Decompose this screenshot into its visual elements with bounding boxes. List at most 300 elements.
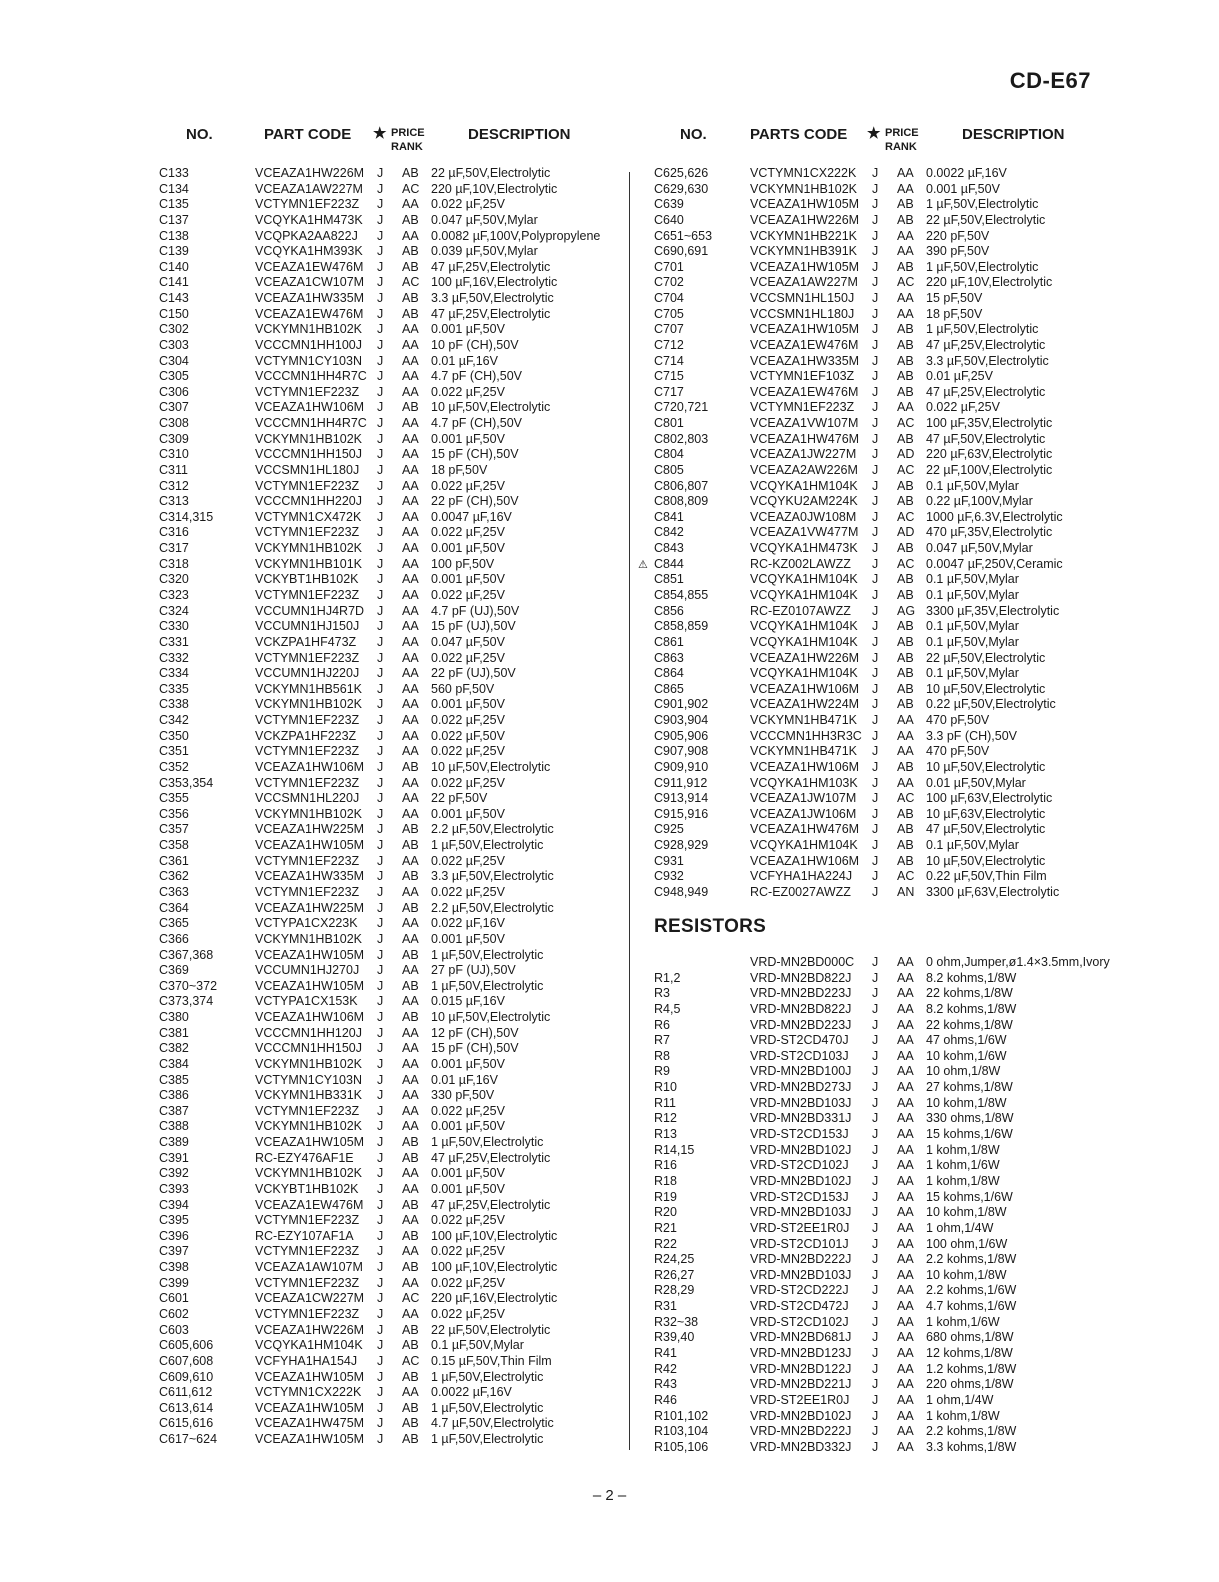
part-j: J (872, 1346, 879, 1360)
price-rank: AA (402, 853, 419, 868)
part-j: J (872, 1001, 879, 1016)
part-j: J (377, 322, 384, 337)
part-no: C717 (654, 384, 684, 399)
part-j: J (872, 228, 879, 243)
part-j: J (377, 212, 384, 227)
part-j: J (377, 1041, 384, 1056)
part-no: C808,809 (654, 494, 709, 509)
part-j: J (872, 197, 879, 212)
part-description: 22 µF,50V,Electrolytic (926, 650, 1046, 665)
part-j: J (872, 478, 879, 493)
part-no: R7 (654, 1033, 670, 1048)
part-no: C948,949 (654, 884, 709, 899)
part-no: C305 (159, 369, 189, 384)
price-rank: AA (402, 775, 419, 790)
price-rank: AA (402, 353, 419, 368)
part-description: 0.22 µF,50V,Thin Film (926, 869, 1047, 884)
part-j: J (377, 572, 384, 587)
part-description: 3.3 µF,50V,Electrolytic (431, 291, 554, 306)
part-no: C314,315 (159, 509, 214, 524)
part-no: R105,106 (654, 1439, 709, 1454)
part-no: C715 (654, 369, 684, 384)
part-code: VCEAZA1HW476M (750, 431, 860, 446)
part-description: 680 ohms,1/8W (926, 1330, 1014, 1345)
safety-warning-icon: ⚠ (638, 558, 648, 571)
price-rank: AB (897, 494, 914, 509)
price-rank: AA (897, 1424, 914, 1439)
price-rank: AB (402, 212, 419, 227)
part-no: C913,914 (654, 791, 709, 806)
part-code: VCEAZA1HW106M (255, 400, 365, 415)
part-j: J (377, 525, 384, 540)
part-code: VCTYPA1CX223K (255, 916, 358, 931)
price-rank: AA (402, 681, 419, 696)
part-no: C701 (654, 259, 684, 274)
part-j: J (377, 822, 384, 837)
part-description: 0.022 µF,25V (431, 1213, 505, 1228)
price-rank: AA (402, 1244, 419, 1259)
part-code: VCEAZA1VW477M (750, 525, 859, 540)
part-code: VCTYMN1EF223Z (255, 884, 360, 899)
price-rank: AA (897, 244, 914, 259)
part-code: VCTYMN1EF223Z (255, 744, 360, 759)
part-description: 10 kohm,1/8W (926, 1095, 1007, 1110)
price-rank: AA (897, 1330, 914, 1345)
part-no: R18 (654, 1173, 677, 1188)
price-rank: AA (897, 713, 914, 728)
price-rank: AA (402, 478, 419, 493)
part-description: 0.1 µF,50V,Mylar (926, 634, 1019, 649)
part-j: J (872, 822, 879, 837)
part-code: VCTYMN1EF223Z (255, 853, 360, 868)
part-j: J (872, 869, 879, 884)
part-no: R26,27 (654, 1267, 695, 1282)
part-j: J (377, 775, 384, 790)
part-j: J (377, 1119, 384, 1134)
part-code: VCTYPA1CX153K (255, 994, 358, 1009)
part-code: VCEAZA1HW105M (255, 978, 365, 993)
part-code: VRD-MN2BD123J (750, 1346, 852, 1360)
part-no: C861 (654, 634, 684, 649)
part-no: C602 (159, 1306, 189, 1321)
part-code: VCCUMN1HJ4R7D (255, 603, 365, 618)
part-description: 470 µF,35V,Electrolytic (926, 525, 1053, 540)
price-rank: AA (402, 416, 419, 431)
part-j: J (377, 1150, 384, 1165)
part-j: J (377, 1244, 384, 1259)
price-rank: AB (897, 588, 914, 602)
price-rank: AA (897, 728, 914, 743)
part-description: 10 µF,50V,Electrolytic (926, 681, 1046, 696)
part-description: 1 kohm,1/8W (926, 1408, 1000, 1423)
price-rank: AA (897, 1048, 914, 1063)
part-code: VCEAZA1EW476M (750, 337, 859, 352)
part-description: 1 µF,50V,Electrolytic (431, 1369, 544, 1384)
part-no: C397 (159, 1244, 189, 1259)
part-description: 3300 µF,63V,Electrolytic (926, 884, 1060, 899)
price-rank: AA (402, 541, 419, 556)
part-j: J (377, 838, 384, 853)
price-rank: AC (897, 556, 915, 571)
part-code: VRD-ST2CD153J (750, 1127, 849, 1142)
part-j: J (377, 447, 384, 462)
part-code: VRD-MN2BD222J (750, 1424, 852, 1439)
part-description: 0.0082 µF,100V,Polypropylene (431, 228, 601, 243)
part-description: 330 pF,50V (431, 1088, 495, 1103)
part-no: R14,15 (654, 1142, 695, 1157)
part-code: VCTYMN1EF223Z (255, 1103, 360, 1118)
header-no: NO. (186, 126, 213, 143)
price-rank: AA (402, 1166, 419, 1181)
part-code: VCQYKA1HM104K (750, 666, 858, 681)
price-rank: AA (897, 1111, 914, 1126)
part-code: VRD-ST2CD153J (750, 1189, 849, 1204)
price-rank: AA (897, 291, 914, 306)
part-j: J (377, 1166, 384, 1181)
price-rank: AB (897, 853, 914, 868)
part-j: J (872, 1283, 879, 1298)
price-rank: AA (897, 1205, 914, 1220)
part-description: 470 pF,50V (926, 744, 990, 759)
price-rank: AA (402, 1306, 419, 1321)
part-j: J (377, 1103, 384, 1118)
part-description: 1 µF,50V,Electrolytic (926, 197, 1039, 212)
price-rank: AB (402, 869, 419, 884)
part-code: VCEAZA1HW226M (750, 212, 860, 227)
part-j: J (872, 1158, 879, 1173)
price-rank: AB (897, 353, 914, 368)
part-no: C389 (159, 1135, 189, 1150)
part-no: C609,610 (159, 1369, 214, 1384)
part-description: 0.1 µF,50V,Mylar (926, 666, 1019, 681)
price-rank: AA (402, 572, 419, 587)
price-rank: AA (897, 400, 914, 415)
part-code: VRD-MN2BD332J (750, 1439, 852, 1454)
part-description: 0.001 µF,50V (926, 181, 1000, 196)
part-j: J (377, 1369, 384, 1384)
part-code: VCEAZA1HW105M (255, 838, 365, 853)
price-rank: AC (897, 791, 915, 806)
price-rank: AG (897, 603, 916, 618)
part-description: 0.001 µF,50V (431, 572, 505, 587)
part-description: 47 µF,25V,Electrolytic (926, 337, 1046, 352)
part-description: 0.022 µF,25V (431, 197, 505, 212)
part-description: 22 µF,100V,Electrolytic (926, 462, 1053, 477)
part-description: 0.0022 µF,16V (926, 166, 1007, 180)
part-description: 0.022 µF,25V (431, 650, 505, 665)
part-no: R11 (654, 1095, 677, 1110)
price-rank: AA (897, 228, 914, 243)
part-description: 0.047 µF,50V (431, 634, 505, 649)
price-rank: AB (402, 1197, 419, 1212)
part-code: VCEAZA1HW226M (750, 650, 860, 665)
price-rank: AB (402, 759, 419, 774)
part-no: C865 (654, 681, 684, 696)
part-description: 18 pF,50V (926, 306, 983, 321)
part-description: 12 pF (CH),50V (431, 1025, 519, 1040)
part-no: C863 (654, 650, 684, 665)
part-j: J (377, 197, 384, 212)
part-description: 2.2 kohms,1/8W (926, 1252, 1017, 1267)
part-description: 22 µF,50V,Electrolytic (431, 166, 551, 180)
part-code: VCTYMN1EF223Z (255, 197, 360, 212)
part-j: J (872, 1033, 879, 1048)
part-description: 10 µF,50V,Electrolytic (431, 400, 551, 415)
part-code: VCCUMN1HJ220J (255, 666, 360, 681)
price-rank: AN (897, 884, 915, 899)
part-description: 0.001 µF,50V (431, 1166, 505, 1181)
part-j: J (377, 1010, 384, 1025)
part-code: VCCUMN1HJ150J (255, 619, 360, 634)
part-j: J (377, 275, 384, 290)
price-rank: AA (897, 1236, 914, 1251)
part-no: C133 (159, 166, 189, 180)
part-code: VCCCMN1HH4R7C (255, 369, 367, 384)
part-no: C856 (654, 603, 684, 618)
part-description: 2.2 kohms,1/6W (926, 1283, 1017, 1298)
part-description: 0.001 µF,50V (431, 1119, 505, 1134)
part-no: R41 (654, 1346, 677, 1360)
part-no: C141 (159, 275, 189, 290)
price-rank: AB (897, 572, 914, 587)
price-rank: AA (402, 431, 419, 446)
price-rank: AB (402, 1432, 419, 1447)
part-code: VCEAZA1VW107M (750, 416, 859, 431)
part-no: C854,855 (654, 588, 709, 602)
part-description: 10 ohm,1/8W (926, 1064, 1001, 1079)
price-rank: AA (897, 1267, 914, 1282)
part-code: VCKZPA1HF473Z (255, 634, 357, 649)
part-no: C841 (654, 509, 684, 524)
part-j: J (377, 1213, 384, 1228)
part-no: C690,691 (654, 244, 709, 259)
part-code: VCTYMN1EF223Z (255, 1306, 360, 1321)
price-rank: AA (402, 603, 419, 618)
part-no: C135 (159, 197, 189, 212)
part-j: J (377, 1056, 384, 1071)
price-rank: AB (402, 1135, 419, 1150)
part-no: C932 (654, 869, 684, 884)
part-no: C140 (159, 259, 189, 274)
part-no: C331 (159, 634, 189, 649)
part-description: 0.001 µF,50V (431, 431, 505, 446)
part-j: J (872, 666, 879, 681)
part-code: VCEAZA1HW226M (255, 1322, 365, 1337)
part-description: 0.022 µF,25V (431, 588, 505, 602)
part-j: J (872, 1048, 879, 1063)
part-code: VCQYKA1HM104K (750, 619, 858, 634)
column-divider (629, 172, 630, 1450)
part-code: VCEAZA2AW226M (750, 462, 858, 477)
price-rank: AA (402, 1041, 419, 1056)
part-j: J (377, 1135, 384, 1150)
part-description: 0.001 µF,50V (431, 697, 505, 712)
price-rank: AB (402, 900, 419, 915)
part-j: J (377, 978, 384, 993)
price-rank: AB (897, 806, 914, 821)
price-rank: AB (402, 1400, 419, 1415)
part-j: J (872, 1220, 879, 1235)
part-description: 0.022 µF,25V (431, 713, 505, 728)
part-no: C393 (159, 1181, 189, 1196)
part-no: C712 (654, 337, 684, 352)
part-code: VRD-ST2CD472J (750, 1299, 849, 1314)
part-no: R16 (654, 1158, 677, 1173)
part-description: 4.7 µF,50V,Electrolytic (431, 1416, 554, 1431)
part-description: 47 µF,25V,Electrolytic (926, 384, 1046, 399)
part-no: C355 (159, 791, 189, 806)
part-no: C842 (654, 525, 684, 540)
part-j: J (377, 588, 384, 602)
part-j: J (872, 1299, 879, 1314)
part-code: VCKYMN1HB102K (255, 806, 362, 821)
header-description: DESCRIPTION (468, 126, 571, 143)
part-no: C905,906 (654, 728, 709, 743)
price-rank: AA (897, 1299, 914, 1314)
part-description: 4.7 kohms,1/6W (926, 1299, 1017, 1314)
price-rank: AA (897, 1001, 914, 1016)
part-description: 4.7 pF (UJ),50V (431, 603, 520, 618)
part-description: 10 kohm,1/6W (926, 1048, 1007, 1063)
price-rank: AA (402, 556, 419, 571)
part-j: J (377, 744, 384, 759)
part-code: VRD-MN2BD331J (750, 1111, 852, 1126)
part-no: C915,916 (654, 806, 709, 821)
part-code: VRD-MN2BD102J (750, 1142, 852, 1157)
part-code: VCQYKA1HM393K (255, 244, 363, 259)
price-rank: AC (402, 275, 420, 290)
price-rank: AA (897, 1142, 914, 1157)
part-description: 22 kohms,1/8W (926, 986, 1013, 1001)
price-rank: AC (897, 462, 915, 477)
price-rank: AA (897, 1064, 914, 1079)
part-no: C134 (159, 181, 189, 196)
part-description: 4.7 pF (CH),50V (431, 369, 523, 384)
part-no: C392 (159, 1166, 189, 1181)
part-description: 15 pF (UJ),50V (431, 619, 516, 634)
part-no: R1,2 (654, 970, 681, 985)
part-j: J (872, 1064, 879, 1079)
part-no: R39,40 (654, 1330, 695, 1345)
part-description: 8.2 kohms,1/8W (926, 1001, 1017, 1016)
part-description: 0.022 µF,25V (431, 384, 505, 399)
part-code: VRD-ST2CD101J (750, 1236, 849, 1251)
part-j: J (872, 447, 879, 462)
part-j: J (872, 166, 879, 180)
part-j: J (872, 306, 879, 321)
part-code: VCEAZA1HW225M (255, 900, 365, 915)
part-description: 100 pF,50V (431, 556, 495, 571)
model-title: CD-E67 (1009, 68, 1091, 93)
part-description: 0.001 µF,50V (431, 1056, 505, 1071)
part-code: VRD-MN2BD273J (750, 1080, 852, 1095)
part-code: VCKYMN1HB391K (750, 244, 857, 259)
part-code: VCTYMN1EF223Z (255, 713, 360, 728)
part-no: C353,354 (159, 775, 214, 790)
part-description: 3.3 µF,50V,Electrolytic (926, 353, 1049, 368)
part-j: J (872, 1330, 879, 1345)
part-code: VCQYKA1HM104K (750, 634, 858, 649)
part-code: VCTYMN1EF223Z (255, 478, 360, 493)
part-no: C386 (159, 1088, 189, 1103)
price-rank: AA (402, 369, 419, 384)
part-description: 1 kohm,1/6W (926, 1158, 1000, 1173)
price-rank: AA (402, 713, 419, 728)
part-no: C806,807 (654, 478, 709, 493)
part-no: R43 (654, 1377, 677, 1392)
part-no: R22 (654, 1236, 677, 1251)
part-no: C395 (159, 1213, 189, 1228)
part-j: J (872, 1095, 879, 1110)
part-no: C704 (654, 291, 684, 306)
part-code: VCEAZA1AW227M (255, 181, 363, 196)
part-no: C310 (159, 447, 189, 462)
part-j: J (377, 353, 384, 368)
part-j: J (377, 916, 384, 931)
part-code: VCTYMN1EF223Z (255, 1275, 360, 1290)
part-j: J (872, 384, 879, 399)
part-code: VCEAZA1HW106M (750, 853, 860, 868)
part-no: C613,614 (159, 1400, 214, 1415)
part-description: 0.15 µF,50V,Thin Film (431, 1353, 552, 1368)
part-code: VCEAZA1HW225M (255, 822, 365, 837)
part-description: 100 µF,63V,Electrolytic (926, 791, 1053, 806)
part-code: VCEAZA1CW227M (255, 1291, 365, 1306)
header-no: NO. (680, 126, 707, 143)
part-description: 0.022 µF,25V (431, 525, 505, 540)
part-j: J (872, 1439, 879, 1454)
part-j: J (872, 1127, 879, 1142)
part-no: C907,908 (654, 744, 709, 759)
part-no: C605,606 (159, 1338, 214, 1353)
part-j: J (377, 384, 384, 399)
price-rank: AA (402, 1072, 419, 1087)
part-j: J (872, 1252, 879, 1267)
part-description: 0.1 µF,50V,Mylar (431, 1338, 524, 1353)
part-no: C369 (159, 963, 189, 978)
part-no: C370~372 (159, 978, 218, 993)
price-rank: AA (897, 1127, 914, 1142)
part-code: VCTYMN1CX222K (750, 166, 857, 180)
part-code: VCKYBT1HB102K (255, 572, 359, 587)
part-description: 0.039 µF,50V,Mylar (431, 244, 538, 259)
part-code: VCKYMN1HB102K (255, 322, 362, 337)
part-no: R24,25 (654, 1252, 695, 1267)
part-code: VCEAZA1HW335M (750, 353, 860, 368)
part-description: 0.0022 µF,16V (431, 1385, 512, 1400)
price-rank: AA (402, 744, 419, 759)
part-code: VCCSMN1HL220J (255, 791, 360, 806)
table-header-right (0, 120, 1219, 152)
part-description: 0.022 µF,25V (431, 1306, 505, 1321)
part-no: C362 (159, 869, 189, 884)
price-rank: AA (402, 197, 419, 212)
part-description: 27 pF (UJ),50V (431, 963, 516, 978)
part-code: VCKYMN1HB102K (255, 1166, 362, 1181)
part-no: R28,29 (654, 1283, 695, 1298)
price-rank: AA (402, 322, 419, 337)
price-rank: AB (897, 619, 914, 634)
price-rank: AA (402, 228, 419, 243)
part-code: VCTYMN1CX222K (255, 1385, 362, 1400)
price-rank: AA (897, 1314, 914, 1329)
part-code: VRD-MN2BD223J (750, 1017, 852, 1032)
price-rank: AB (897, 369, 914, 384)
part-description: 22 pF (UJ),50V (431, 666, 516, 681)
price-rank: AC (897, 416, 915, 431)
part-description: 0.01 µF,50V,Mylar (926, 775, 1026, 790)
part-no: R101,102 (654, 1408, 709, 1423)
